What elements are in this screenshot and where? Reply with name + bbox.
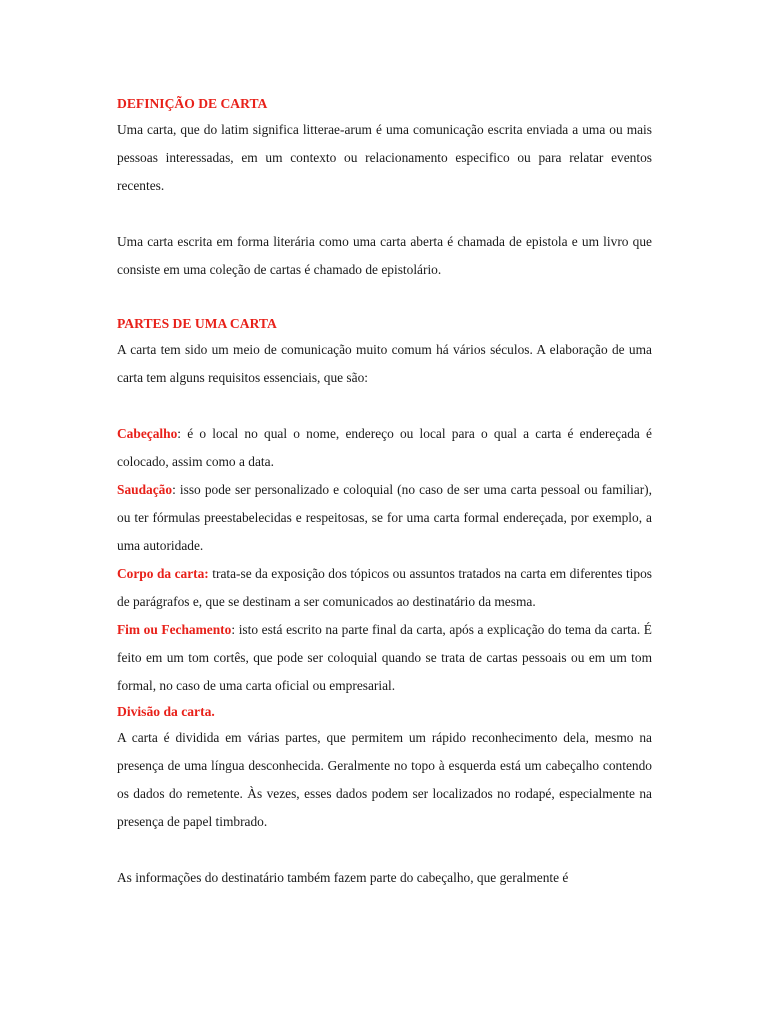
paragraph-definicao-1: Uma carta, que do latim significa litterae-arum é uma comunicação escrita enviada a uma ou mais pessoas interessadas, em um contexto ou relacionamento especifico ou para relatar eventos recentes. <box>117 122 652 193</box>
paragraph-definicao-2: Uma carta escrita em forma literária como uma carta aberta é chamada de epistola e um livro que consiste em uma coleção de cartas é chamado de epistolário. <box>117 234 652 277</box>
paragraph-divisao-2: As informações do destinatário também fazem parte do cabeçalho, que geralmente é <box>117 870 569 885</box>
document-page <box>117 92 652 892</box>
term-description: é o local no qual o nome, endereço ou local para o qual a carta é endereçada é colocado, assim como a data. <box>117 426 652 469</box>
term-label: Corpo da carta: <box>117 566 209 581</box>
term-label: Saudação <box>117 482 173 497</box>
list-item-saudacao: Saudação: isso pode ser personalizado e coloquial (no caso de ser uma carta pessoal ou familiar), ou ter fórmulas preestabelecidas e respeitosas, se for uma carta formal endereçada, por exemplo, a uma autoridade. <box>117 482 652 553</box>
term-description: isso pode ser personalizado e coloquial (no caso de ser uma carta pessoal ou familiar), ou ter fórmulas preestabelecidas e respeitosas, se for uma carta formal endereçada, por exemplo, a uma autoridade. <box>117 482 652 553</box>
section-title-partes: PARTES DE UMA CARTA <box>117 316 277 331</box>
term-description: trata-se da exposição dos tópicos ou assuntos tratados na carta em diferentes tipos de parágrafos e, que se destinam a ser comunicados ao destinatário da mesma. <box>117 566 652 609</box>
list-item-corpo <box>117 560 652 616</box>
section-title-definicao: DEFINIÇÃO DE CARTA <box>117 96 268 111</box>
term-description: isto está escrito na parte final da carta, após a explicação do tema da carta. É feito em um tom cortês, que pode ser coloquial quando se trata de cartas pessoais ou em um tom formal, no caso de uma carta oficial ou empresarial. <box>117 622 652 693</box>
list-item-cabecalho: Cabeçalho: é o local no qual o nome, endereço ou local para o qual a carta é endereçada é colocado, assim como a data. <box>117 426 652 469</box>
paragraph-partes-intro: A carta tem sido um meio de comunicação muito comum há vários séculos. A elaboração de uma carta tem alguns requisitos essenciais, que são: <box>117 342 652 385</box>
section-title-divisao: Divisão da carta. <box>117 704 215 719</box>
list-item-fechamento: Fim ou Fechamento: isto está escrito na parte final da carta, após a explicação do tema da carta. É feito em um tom cortês, que pode ser coloquial quando se trata de cartas pessoais ou em um tom formal, no caso de uma carta oficial ou empresarial. <box>117 622 652 693</box>
paragraph-divisao-1: A carta é dividida em várias partes, que permitem um rápido reconhecimento dela, mesmo na presença de uma língua desconhecida. Geralmente no topo à esquerda está um cabeçalho contendo os dados do remetente. Às vezes, esses dados podem ser localizados no rodapé, especialmente na presença de papel timbrado. <box>117 730 652 829</box>
term-label: Fim ou Fechamento <box>117 622 232 637</box>
term-label: Cabeçalho <box>117 426 178 441</box>
